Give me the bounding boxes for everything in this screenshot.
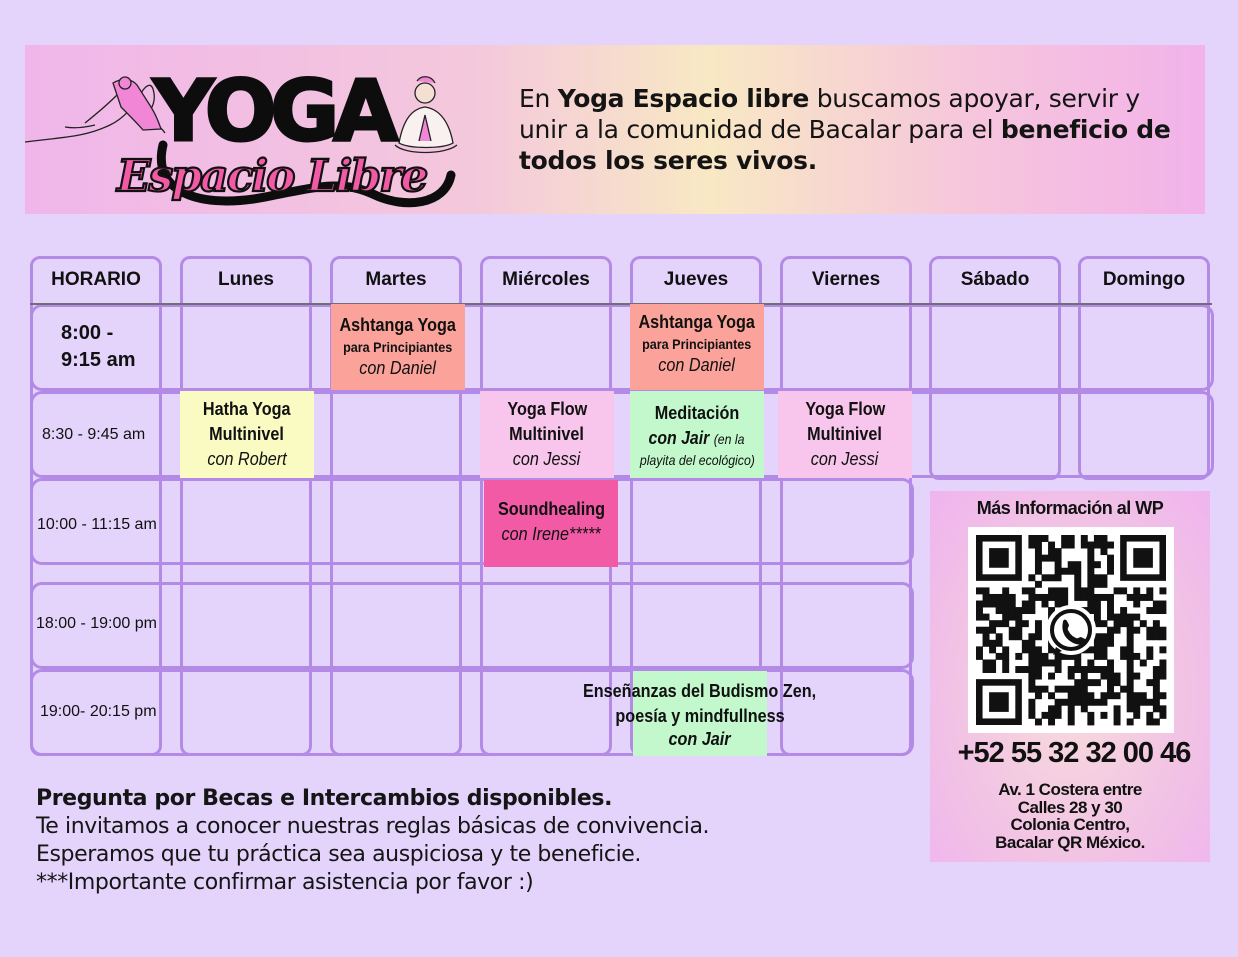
time-slot-5: 19:00- 20:15 pm xyxy=(40,703,157,720)
qr-code[interactable] xyxy=(968,527,1174,733)
time-slot-3: 10:00 - 11:15 am xyxy=(37,516,157,533)
class-ashtanga-jueves: Ashtanga Yoga para Principiantes con Daniel xyxy=(630,304,764,390)
svg-text:Espacio Libre: Espacio Libre xyxy=(117,151,427,202)
phone-number[interactable]: +52 55 32 32 00 46 xyxy=(957,737,1191,769)
yoga-espacio-libre-logo xyxy=(25,45,475,214)
header-martes: Martes xyxy=(365,269,427,290)
class-hatha-lunes: Hatha Yoga Multinivel con Robert xyxy=(180,391,314,478)
row-8am xyxy=(30,304,1214,391)
header-viernes: Viernes xyxy=(811,269,881,290)
header-miercoles: Miércoles xyxy=(502,269,590,290)
whatsapp-icon xyxy=(968,527,1174,733)
banner xyxy=(25,45,1205,214)
header-sabado: Sábado xyxy=(960,269,1030,290)
address: Av. 1 Costera entre Calles 28 y 30 Colonia Centro, Bacalar QR México. xyxy=(995,780,1145,852)
time-slot-4: 18:00 - 19:00 pm xyxy=(36,615,157,632)
footer-reglas: Te invitamos a conocer nuestras reglas básicas de convivencia. xyxy=(36,814,710,839)
svg-text:YOGA: YOGA xyxy=(153,62,393,160)
footer-practica: Esperamos que tu práctica sea auspiciosa y te beneficie. xyxy=(36,842,642,867)
footer-becas: Pregunta por Becas e Intercambios disponibles. xyxy=(36,786,613,811)
row-10am xyxy=(30,478,914,565)
info-panel xyxy=(930,491,1210,862)
header-divider xyxy=(30,303,1212,305)
row-18pm xyxy=(30,582,914,669)
header-domingo: Domingo xyxy=(1102,269,1186,290)
footer-confirmar: ***Importante confirmar asistencia por favor :) xyxy=(36,870,534,895)
class-soundhealing-miercoles: Soundhealing con Irene***** xyxy=(484,480,618,567)
time-slot-2: 8:30 - 9:45 am xyxy=(42,426,146,443)
time-slot-1: 8:00 - 9:15 am xyxy=(61,322,136,371)
info-title: Más Información al WP xyxy=(976,498,1164,518)
intro-text: En Yoga Espacio libre buscamos apoyar, servir y unir a la comunidad de Bacalar para el beneficio de todos los seres vivos. xyxy=(519,84,1171,175)
header-jueves: Jueves xyxy=(663,269,729,290)
class-flow-miercoles: Yoga Flow Multinivel con Jessi xyxy=(480,391,614,478)
header-lunes: Lunes xyxy=(218,269,274,290)
class-ashtanga-martes: Ashtanga Yoga para Principiantes con Daniel xyxy=(331,304,465,390)
header-horario: HORARIO xyxy=(51,269,141,290)
class-zen-jueves: Enseñanzas del Budismo Zen, poesía y mindfullness con Jair xyxy=(583,680,817,749)
class-meditacion-jueves: Meditación con Jair (en la playita del ecológico) xyxy=(630,391,764,478)
class-flow-viernes: Yoga Flow Multinivel con Jessi xyxy=(778,391,912,478)
footer-notes xyxy=(36,785,896,897)
